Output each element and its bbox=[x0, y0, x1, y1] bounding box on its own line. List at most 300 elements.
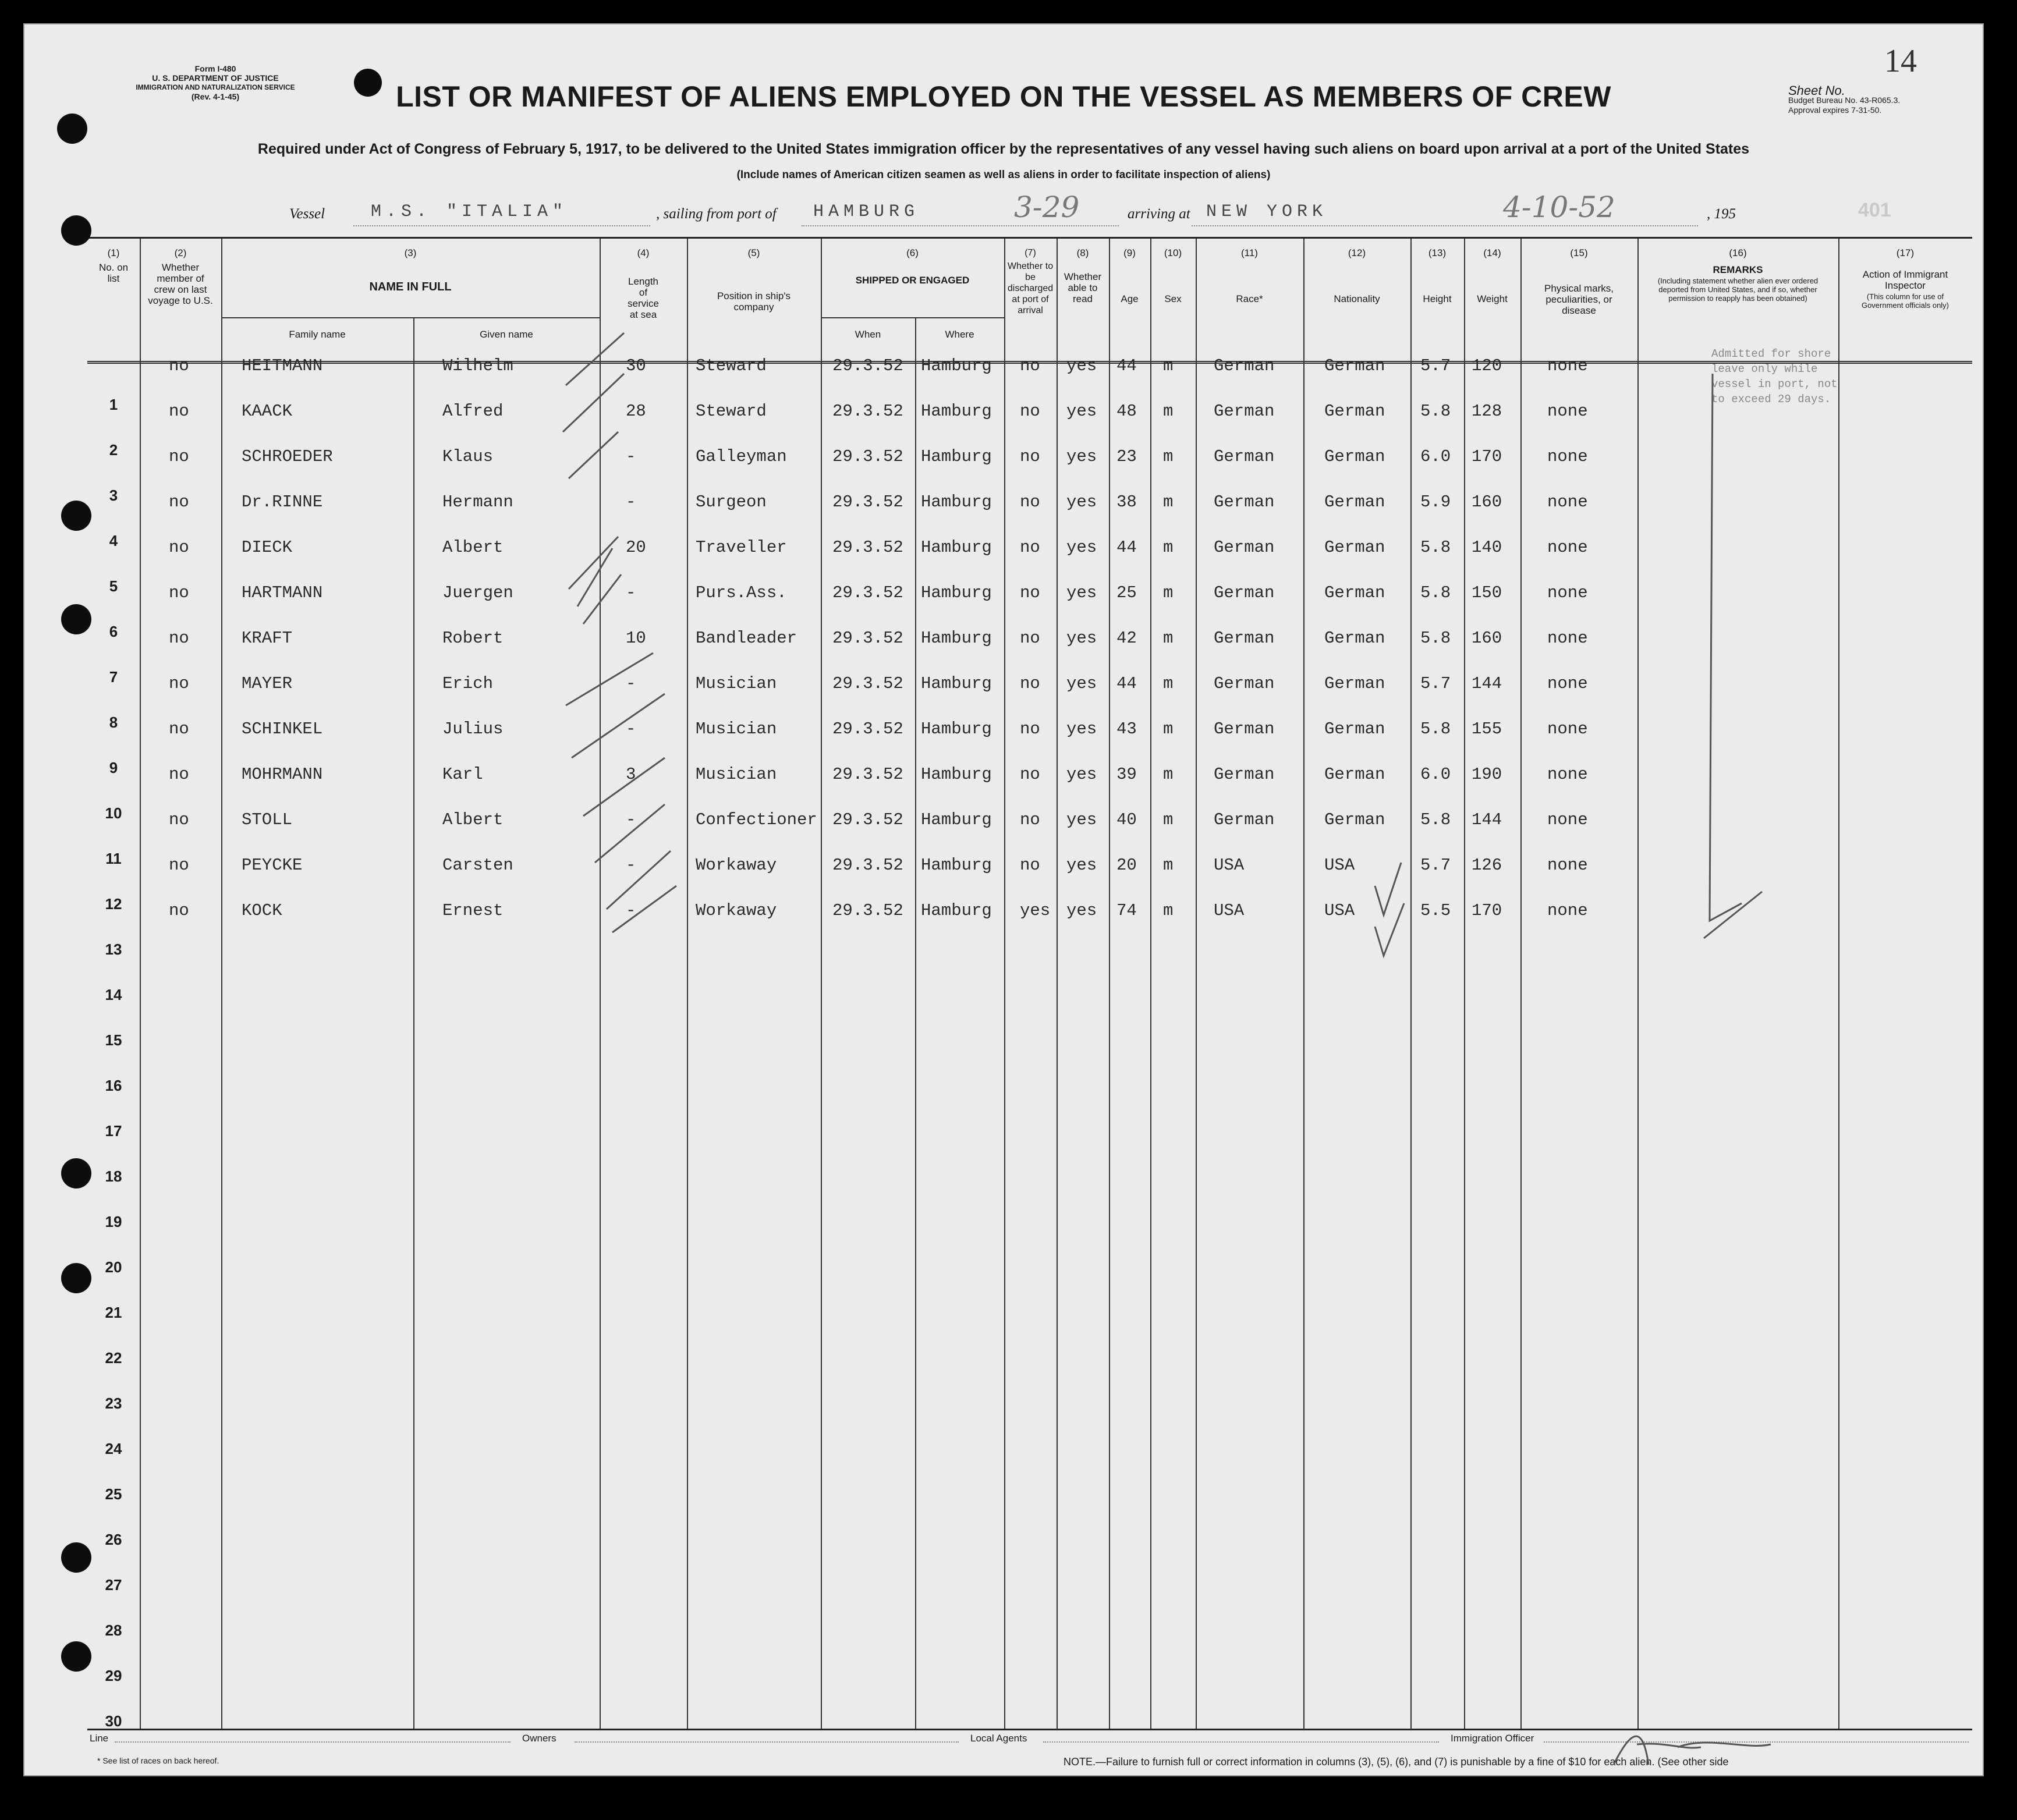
position-cell: Workaway bbox=[696, 856, 777, 875]
family-name-cell: PEYCKE bbox=[242, 856, 303, 875]
line-number: 8 bbox=[109, 714, 118, 731]
header-when: When bbox=[855, 329, 881, 340]
height-cell: 5.8 bbox=[1420, 402, 1451, 421]
marks-cell: none bbox=[1547, 492, 1588, 512]
footer-line-label: Line bbox=[90, 1733, 109, 1744]
read-cell: yes bbox=[1066, 492, 1097, 512]
shipped-when-cell: 29.3.52 bbox=[832, 719, 903, 739]
shipped-when-cell: 29.3.52 bbox=[832, 492, 903, 512]
header-col-16-text: REMARKS bbox=[1713, 264, 1763, 275]
stamp-number: 401 bbox=[1858, 199, 1891, 221]
header-col-15-num: (15) bbox=[1570, 247, 1588, 258]
service-cell: - bbox=[626, 856, 636, 875]
line-number: 10 bbox=[105, 804, 122, 822]
weight-cell: 160 bbox=[1472, 492, 1502, 512]
age-cell: 20 bbox=[1116, 856, 1137, 875]
weight-cell: 170 bbox=[1472, 447, 1502, 466]
line-number: 16 bbox=[105, 1077, 122, 1094]
height-cell: 5.8 bbox=[1420, 583, 1451, 602]
header-col-17-sub: (This column for use of Government officials only) bbox=[1861, 292, 1949, 310]
discharged-cell: no bbox=[1020, 856, 1040, 875]
form-service: IMMIGRATION AND NATURALIZATION SERVICE bbox=[136, 83, 295, 91]
marks-cell: none bbox=[1547, 901, 1588, 920]
line-number: 11 bbox=[105, 850, 122, 867]
discharged-cell: no bbox=[1020, 538, 1040, 557]
weight-cell: 150 bbox=[1472, 583, 1502, 602]
service-cell: - bbox=[626, 901, 636, 920]
read-cell: yes bbox=[1066, 447, 1097, 466]
read-cell: yes bbox=[1066, 356, 1097, 375]
year-label: , 195 bbox=[1707, 206, 1736, 222]
position-cell: Bandleader bbox=[696, 629, 797, 648]
line-number: 3 bbox=[109, 487, 118, 504]
line-number: 5 bbox=[109, 577, 118, 595]
header-col-5-text: Position in ship's company bbox=[717, 290, 791, 313]
family-name-cell: SCHINKEL bbox=[242, 719, 323, 739]
race-cell: German bbox=[1214, 538, 1275, 557]
shipped-when-cell: 29.3.52 bbox=[832, 901, 903, 920]
age-cell: 38 bbox=[1116, 492, 1137, 512]
height-cell: 5.8 bbox=[1420, 810, 1451, 829]
header-col-1-text: No. on list bbox=[98, 262, 129, 284]
given-name-cell: Albert bbox=[442, 810, 504, 829]
line-number: 19 bbox=[105, 1213, 122, 1230]
position-cell: Workaway bbox=[696, 901, 777, 920]
punch-hole bbox=[61, 1641, 91, 1672]
line-number: 29 bbox=[105, 1667, 122, 1684]
member-cell: no bbox=[169, 538, 189, 557]
punch-hole bbox=[61, 501, 91, 531]
family-name-cell: MOHRMANN bbox=[242, 765, 323, 784]
age-cell: 74 bbox=[1116, 901, 1137, 920]
header-col-10-num: (10) bbox=[1164, 247, 1182, 258]
header-col-12-text: Nationality bbox=[1334, 293, 1380, 304]
discharged-cell: no bbox=[1020, 629, 1040, 648]
header-col-4-text: Length of service at sea bbox=[628, 276, 659, 320]
weight-cell: 160 bbox=[1472, 629, 1502, 648]
shipped-where-cell: Hamburg bbox=[921, 901, 992, 920]
position-cell: Galleyman bbox=[696, 447, 787, 466]
sex-cell: m bbox=[1163, 447, 1174, 466]
nationality-cell: USA bbox=[1324, 856, 1355, 875]
footer-owners-label: Owners bbox=[522, 1733, 556, 1744]
punch-hole bbox=[57, 113, 87, 144]
age-cell: 48 bbox=[1116, 402, 1137, 421]
position-cell: Musician bbox=[696, 674, 777, 693]
header-col-7-num: (7) bbox=[1025, 248, 1036, 258]
service-cell: - bbox=[626, 492, 636, 512]
nationality-cell: German bbox=[1324, 629, 1385, 648]
service-cell: 28 bbox=[626, 402, 646, 421]
height-cell: 5.7 bbox=[1420, 856, 1451, 875]
given-name-cell: Albert bbox=[442, 538, 504, 557]
header-col-8-num: (8) bbox=[1076, 247, 1089, 258]
header-col-7-text: Whether to be discharged at port of arrival bbox=[1007, 261, 1054, 315]
read-cell: yes bbox=[1066, 629, 1097, 648]
age-cell: 44 bbox=[1116, 356, 1137, 375]
sex-cell: m bbox=[1163, 856, 1174, 875]
age-cell: 25 bbox=[1116, 583, 1137, 602]
header-col-16-num: (16) bbox=[1729, 247, 1747, 258]
discharged-cell: no bbox=[1020, 583, 1040, 602]
form-number: Form I-480 bbox=[194, 64, 236, 73]
member-cell: no bbox=[169, 447, 189, 466]
discharged-cell: no bbox=[1020, 810, 1040, 829]
header-col-1-num: (1) bbox=[107, 247, 120, 258]
shipped-when-cell: 29.3.52 bbox=[832, 583, 903, 602]
height-cell: 6.0 bbox=[1420, 447, 1451, 466]
manifest-page bbox=[23, 23, 1984, 1776]
line-number: 22 bbox=[105, 1349, 122, 1367]
line-number: 28 bbox=[105, 1622, 122, 1639]
given-name-cell: Hermann bbox=[442, 492, 513, 512]
family-name-cell: Dr.RINNE bbox=[242, 492, 323, 512]
shipped-where-cell: Hamburg bbox=[921, 810, 992, 829]
shipped-where-cell: Hamburg bbox=[921, 402, 992, 421]
shipped-when-cell: 29.3.52 bbox=[832, 810, 903, 829]
header-col-9-num: (9) bbox=[1123, 247, 1136, 258]
weight-cell: 190 bbox=[1472, 765, 1502, 784]
discharged-cell: yes bbox=[1020, 901, 1051, 920]
given-name-cell: Julius bbox=[442, 719, 504, 739]
family-name-cell: MAYER bbox=[242, 674, 293, 693]
service-cell: - bbox=[626, 674, 636, 693]
member-cell: no bbox=[169, 856, 189, 875]
sex-cell: m bbox=[1163, 810, 1174, 829]
service-cell: 3 bbox=[626, 765, 636, 784]
position-cell: Purs.Ass. bbox=[696, 583, 787, 602]
punch-hole bbox=[61, 1158, 91, 1189]
weight-cell: 144 bbox=[1472, 810, 1502, 829]
line-number: 7 bbox=[109, 668, 118, 686]
race-cell: USA bbox=[1214, 901, 1245, 920]
height-cell: 5.8 bbox=[1420, 629, 1451, 648]
line-number: 1 bbox=[109, 396, 118, 413]
header-col-16-sub: (Including statement whether alien ever ordered deported from United States, and if so, whether permission to reapply has been obtained) bbox=[1657, 276, 1819, 303]
shipped-where-cell: Hamburg bbox=[921, 492, 992, 512]
weight-cell: 120 bbox=[1472, 356, 1502, 375]
nationality-cell: German bbox=[1324, 674, 1385, 693]
member-cell: no bbox=[169, 810, 189, 829]
height-cell: 5.8 bbox=[1420, 719, 1451, 739]
discharged-cell: no bbox=[1020, 492, 1040, 512]
member-cell: no bbox=[169, 901, 189, 920]
race-cell: German bbox=[1214, 402, 1275, 421]
position-cell: Musician bbox=[696, 719, 777, 739]
discharged-cell: no bbox=[1020, 356, 1040, 375]
sheet-label: Sheet No. bbox=[1788, 83, 1845, 98]
member-cell: no bbox=[169, 719, 189, 739]
shipped-where-cell: Hamburg bbox=[921, 719, 992, 739]
member-cell: no bbox=[169, 583, 189, 602]
header-col-15-text: Physical marks, peculiarities, or disease bbox=[1544, 283, 1614, 316]
line-number: 2 bbox=[109, 441, 118, 459]
read-cell: yes bbox=[1066, 538, 1097, 557]
discharged-cell: no bbox=[1020, 765, 1040, 784]
marks-cell: none bbox=[1547, 629, 1588, 648]
given-name-cell: Alfred bbox=[442, 402, 504, 421]
read-cell: yes bbox=[1066, 719, 1097, 739]
family-name-cell: HARTMANN bbox=[242, 583, 323, 602]
header-col-9-text: Age bbox=[1121, 293, 1139, 304]
race-cell: German bbox=[1214, 492, 1275, 512]
service-cell: 30 bbox=[626, 356, 646, 375]
read-cell: yes bbox=[1066, 674, 1097, 693]
given-name-cell: Erich bbox=[442, 674, 494, 693]
line-number: 20 bbox=[105, 1258, 122, 1276]
race-cell: German bbox=[1214, 629, 1275, 648]
marks-cell: none bbox=[1547, 719, 1588, 739]
marks-cell: none bbox=[1547, 583, 1588, 602]
height-cell: 5.8 bbox=[1420, 538, 1451, 557]
age-cell: 23 bbox=[1116, 447, 1137, 466]
line-number: 9 bbox=[109, 759, 118, 776]
header-col-5-num: (5) bbox=[747, 247, 760, 258]
race-cell: German bbox=[1214, 810, 1275, 829]
sheet-number: 14 bbox=[1884, 43, 1917, 79]
position-cell: Musician bbox=[696, 765, 777, 784]
marks-cell: none bbox=[1547, 447, 1588, 466]
service-cell: - bbox=[626, 447, 636, 466]
family-name-cell: DIECK bbox=[242, 538, 293, 557]
read-cell: yes bbox=[1066, 402, 1097, 421]
header-col-6-num: (6) bbox=[906, 247, 919, 258]
height-cell: 5.7 bbox=[1420, 674, 1451, 693]
sex-cell: m bbox=[1163, 674, 1174, 693]
header-col-3-num: (3) bbox=[404, 247, 417, 258]
header-col-10-text: Sex bbox=[1164, 293, 1182, 304]
weight-cell: 140 bbox=[1472, 538, 1502, 557]
shipped-where-cell: Hamburg bbox=[921, 674, 992, 693]
punch-hole bbox=[61, 215, 91, 246]
family-name-cell: STOLL bbox=[242, 810, 293, 829]
sex-cell: m bbox=[1163, 583, 1174, 602]
header-col-14-text: Weight bbox=[1477, 293, 1508, 304]
discharged-cell: no bbox=[1020, 447, 1040, 466]
family-name-cell: SCHROEDER bbox=[242, 447, 333, 466]
member-cell: no bbox=[169, 765, 189, 784]
header-family-name: Family name bbox=[289, 329, 346, 340]
member-cell: no bbox=[169, 356, 189, 375]
header-col-2-num: (2) bbox=[174, 247, 187, 258]
read-cell: yes bbox=[1066, 810, 1097, 829]
header-col-8-text: Whether able to read bbox=[1064, 271, 1102, 304]
header-col-3-text: NAME IN FULL bbox=[369, 281, 452, 293]
discharged-cell: no bbox=[1020, 674, 1040, 693]
shipped-where-cell: Hamburg bbox=[921, 629, 992, 648]
race-cell: German bbox=[1214, 674, 1275, 693]
race-cell: German bbox=[1214, 719, 1275, 739]
form-department: U. S. DEPARTMENT OF JUSTICE bbox=[152, 73, 279, 83]
line-number: 30 bbox=[105, 1712, 122, 1730]
member-cell: no bbox=[169, 492, 189, 512]
remarks-row-1: Admitted for shore leave only while vessel in port, not to exceed 29 days. bbox=[1711, 347, 1838, 406]
shipped-when-cell: 29.3.52 bbox=[832, 402, 903, 421]
race-cell: USA bbox=[1214, 856, 1245, 875]
nationality-cell: German bbox=[1324, 447, 1385, 466]
line-number: 21 bbox=[105, 1304, 122, 1321]
age-cell: 44 bbox=[1116, 674, 1137, 693]
read-cell: yes bbox=[1066, 856, 1097, 875]
sex-cell: m bbox=[1163, 356, 1174, 375]
line-number: 24 bbox=[105, 1440, 122, 1457]
shipped-when-cell: 29.3.52 bbox=[832, 765, 903, 784]
age-cell: 40 bbox=[1116, 810, 1137, 829]
height-cell: 5.7 bbox=[1420, 356, 1451, 375]
line-number: 23 bbox=[105, 1395, 122, 1412]
marks-cell: none bbox=[1547, 538, 1588, 557]
nationality-cell: German bbox=[1324, 719, 1385, 739]
header-given-name: Given name bbox=[480, 329, 533, 340]
height-cell: 5.9 bbox=[1420, 492, 1451, 512]
weight-cell: 126 bbox=[1472, 856, 1502, 875]
punch-hole bbox=[61, 604, 91, 634]
family-name-cell: KOCK bbox=[242, 901, 282, 920]
weight-cell: 144 bbox=[1472, 674, 1502, 693]
member-cell: no bbox=[169, 629, 189, 648]
footer-officer-label: Immigration Officer bbox=[1451, 1733, 1534, 1744]
line-number: 26 bbox=[105, 1531, 122, 1548]
line-number: 4 bbox=[109, 532, 118, 549]
nationality-cell: German bbox=[1324, 402, 1385, 421]
given-name-cell: Wilhelm bbox=[442, 356, 513, 375]
height-cell: 6.0 bbox=[1420, 765, 1451, 784]
discharged-cell: no bbox=[1020, 719, 1040, 739]
shipped-where-cell: Hamburg bbox=[921, 356, 992, 375]
member-cell: no bbox=[169, 674, 189, 693]
line-number: 18 bbox=[105, 1168, 122, 1185]
line-number: 25 bbox=[105, 1485, 122, 1503]
approval-expires: Approval expires 7-31-50. bbox=[1788, 105, 1882, 115]
weight-cell: 170 bbox=[1472, 901, 1502, 920]
pencil-marks bbox=[24, 24, 1985, 1778]
vessel-name: M.S. "ITALIA" bbox=[371, 202, 568, 222]
member-cell: no bbox=[169, 402, 189, 421]
punch-hole bbox=[61, 1542, 91, 1573]
age-cell: 39 bbox=[1116, 765, 1137, 784]
marks-cell: none bbox=[1547, 856, 1588, 875]
header-col-2-text: Whether member of crew on last voyage to U.S. bbox=[148, 262, 213, 306]
arrive-date: 4-10-52 bbox=[1503, 190, 1615, 224]
service-cell: - bbox=[626, 810, 636, 829]
position-cell: Surgeon bbox=[696, 492, 767, 512]
page-title: LIST OR MANIFEST OF ALIENS EMPLOYED ON THE VESSEL AS MEMBERS OF CREW bbox=[396, 80, 1611, 113]
header-col-14-num: (14) bbox=[1483, 247, 1501, 258]
header-where: Where bbox=[945, 329, 974, 340]
position-cell: Confectioner bbox=[696, 810, 817, 829]
marks-cell: none bbox=[1547, 765, 1588, 784]
line-number: 15 bbox=[105, 1031, 122, 1049]
arriving-label: arriving at bbox=[1128, 206, 1190, 222]
shipped-where-cell: Hamburg bbox=[921, 765, 992, 784]
nationality-cell: USA bbox=[1324, 901, 1355, 920]
header-col-13-text: Height bbox=[1423, 293, 1452, 304]
line-number: 14 bbox=[105, 986, 122, 1003]
header-col-12-num: (12) bbox=[1348, 247, 1366, 258]
given-name-cell: Ernest bbox=[442, 901, 504, 920]
header-col-17-num: (17) bbox=[1896, 247, 1915, 258]
discharged-cell: no bbox=[1020, 402, 1040, 421]
given-name-cell: Robert bbox=[442, 629, 504, 648]
header-col-6-text: SHIPPED OR ENGAGED bbox=[855, 275, 970, 286]
nationality-cell: German bbox=[1324, 810, 1385, 829]
punch-hole bbox=[61, 1263, 91, 1293]
shipped-where-cell: Hamburg bbox=[921, 583, 992, 602]
position-cell: Steward bbox=[696, 356, 767, 375]
sex-cell: m bbox=[1163, 765, 1174, 784]
header-col-17-text: Action of Immigrant Inspector bbox=[1862, 269, 1948, 291]
sex-cell: m bbox=[1163, 492, 1174, 512]
sex-cell: m bbox=[1163, 901, 1174, 920]
family-name-cell: KRAFT bbox=[242, 629, 293, 648]
shipped-where-cell: Hamburg bbox=[921, 856, 992, 875]
line-number: 17 bbox=[105, 1122, 122, 1140]
service-cell: 20 bbox=[626, 538, 646, 557]
position-cell: Steward bbox=[696, 402, 767, 421]
sailing-label: , sailing from port of bbox=[656, 206, 777, 222]
shipped-when-cell: 29.3.52 bbox=[832, 629, 903, 648]
shipped-when-cell: 29.3.52 bbox=[832, 856, 903, 875]
shipped-when-cell: 29.3.52 bbox=[832, 356, 903, 375]
race-cell: German bbox=[1214, 583, 1275, 602]
line-number: 6 bbox=[109, 623, 118, 640]
read-cell: yes bbox=[1066, 765, 1097, 784]
race-cell: German bbox=[1214, 447, 1275, 466]
port-to: NEW YORK bbox=[1206, 202, 1328, 222]
marks-cell: none bbox=[1547, 810, 1588, 829]
shipped-when-cell: 29.3.52 bbox=[832, 674, 903, 693]
height-cell: 5.5 bbox=[1420, 901, 1451, 920]
nationality-cell: German bbox=[1324, 492, 1385, 512]
shipped-where-cell: Hamburg bbox=[921, 538, 992, 557]
line-number: 27 bbox=[105, 1576, 122, 1594]
weight-cell: 155 bbox=[1472, 719, 1502, 739]
sex-cell: m bbox=[1163, 402, 1174, 421]
vessel-label: Vessel bbox=[289, 206, 325, 222]
sex-cell: m bbox=[1163, 538, 1174, 557]
penalty-note: NOTE.—Failure to furnish full or correct information in columns (3), (5), (6), and (7) is punishable by a fine of $10 for each alien. (See other side bbox=[1064, 1756, 1729, 1768]
races-note: * See list of races on back hereof. bbox=[97, 1756, 219, 1765]
race-cell: German bbox=[1214, 765, 1275, 784]
age-cell: 44 bbox=[1116, 538, 1137, 557]
line-number: 13 bbox=[105, 941, 122, 958]
race-cell: German bbox=[1214, 356, 1275, 375]
marks-cell: none bbox=[1547, 402, 1588, 421]
family-name-cell: KAACK bbox=[242, 402, 293, 421]
form-revision: (Rev. 4-1-45) bbox=[191, 92, 240, 101]
nationality-cell: German bbox=[1324, 583, 1385, 602]
read-cell: yes bbox=[1066, 583, 1097, 602]
header-col-13-num: (13) bbox=[1428, 247, 1447, 258]
page-subtitle: Required under Act of Congress of February 5, 1917, to be delivered to the United States immigration officer by the representatives of any vessel having such aliens on board upon arrival at a port of the United States bbox=[257, 141, 1750, 157]
shipped-when-cell: 29.3.52 bbox=[832, 447, 903, 466]
service-cell: - bbox=[626, 583, 636, 602]
line-number: 12 bbox=[105, 895, 122, 913]
nationality-cell: German bbox=[1324, 538, 1385, 557]
position-cell: Traveller bbox=[696, 538, 787, 557]
nationality-cell: German bbox=[1324, 356, 1385, 375]
sex-cell: m bbox=[1163, 629, 1174, 648]
given-name-cell: Carsten bbox=[442, 856, 513, 875]
weight-cell: 128 bbox=[1472, 402, 1502, 421]
marks-cell: none bbox=[1547, 674, 1588, 693]
header-col-11-text: Race* bbox=[1236, 293, 1263, 304]
header-col-4-num: (4) bbox=[637, 247, 650, 258]
port-from: HAMBURG bbox=[813, 202, 920, 222]
given-name-cell: Karl bbox=[442, 765, 483, 784]
punch-hole bbox=[354, 69, 382, 97]
footer-agents-label: Local Agents bbox=[970, 1733, 1027, 1744]
